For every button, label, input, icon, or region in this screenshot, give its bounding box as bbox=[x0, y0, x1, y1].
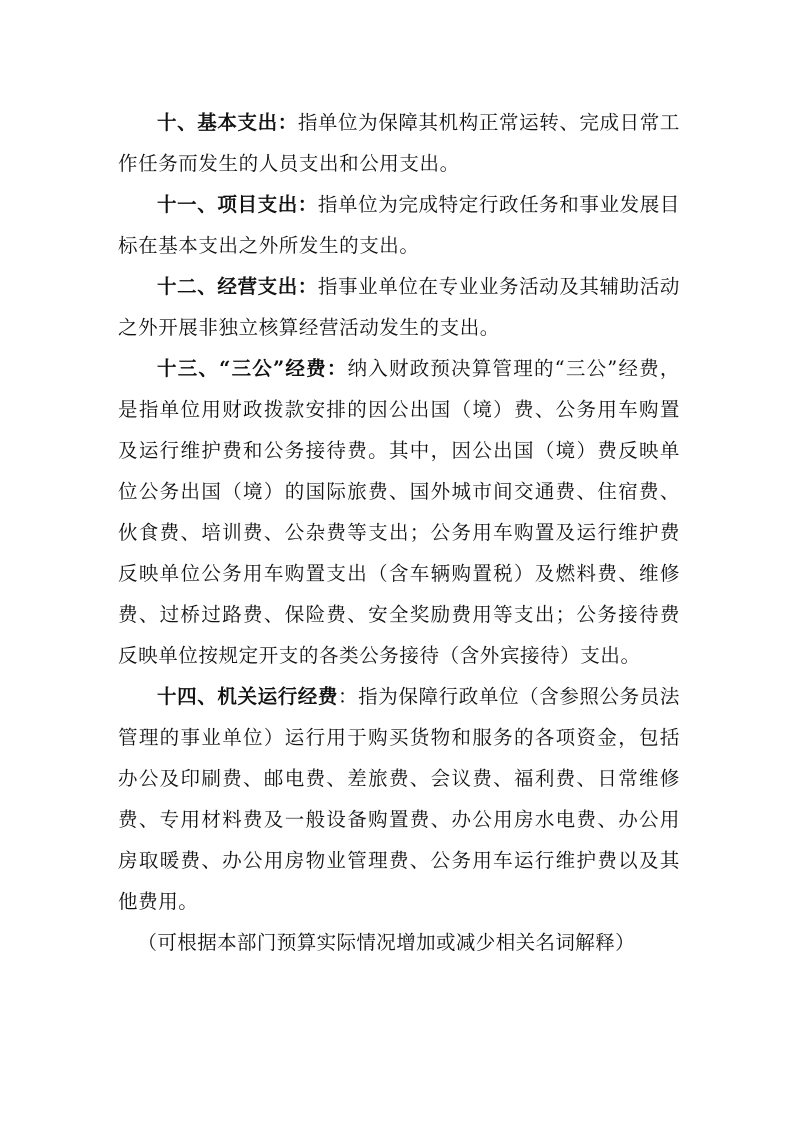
definition-operating-expenditure bbox=[118, 266, 680, 348]
definition-text: 纳入财政预决算管理的“三公”经费，是指单位用财政拨款安排的因公出国（境）费、公务用车购置及运行维护费和公务接待费。其中，因公出国（境）费反映单位公务出国（境）的国际旅费、国外城市间交通费、住宿费、伙食费、培训费、公杂费等支出；公务用车购置及运行维护费反映单位公务用车购置支出（含车辆购置税）及燃料费、维修费、过桥过路费、保险费、安全奖励费用等支出；公务接待费反映单位按规定开支的各类公务接待（含外宾接待）支出。 bbox=[118, 357, 680, 667]
definition-text: 指单位为完成特定行政任务和事业发展目标在基本支出之外所发生的支出。 bbox=[118, 193, 680, 257]
definition-three-public-expenses bbox=[118, 348, 680, 676]
term-three-public-expenses: 十三、“三公”经费： bbox=[157, 357, 348, 380]
term-agency-operating-expenses: 十四、机关运行经费 bbox=[157, 685, 339, 708]
term-operating-expenditure: 十二、经营支出： bbox=[157, 275, 318, 298]
definition-text: 指事业单位在专业业务活动及其辅助活动之外开展非独立核算经营活动发生的支出。 bbox=[118, 275, 680, 339]
definition-text: 指单位为保障其机构正常运转、完成日常工作任务而发生的人员支出和公用支出。 bbox=[118, 111, 680, 175]
definition-project-expenditure bbox=[118, 184, 680, 266]
editorial-note: （可根据本部门预算实际情况增加或减少相关名词解释） bbox=[137, 931, 636, 954]
definition-basic-expenditure bbox=[118, 102, 680, 184]
document-body bbox=[118, 102, 680, 963]
term-project-expenditure: 十一、项目支出： bbox=[157, 193, 318, 216]
definition-text: ：指为保障行政单位（含参照公务员法管理的事业单位）运行用于购买货物和服务的各项资金，包括办公及印刷费、邮电费、差旅费、会议费、福利费、日常维修费、专用材料费及一般设备购置费、办公用房水电费、办公用房取暖费、办公用房物业管理费、公务用车运行维护费以及其他费用。 bbox=[118, 685, 680, 913]
term-basic-expenditure: 十、基本支出： bbox=[157, 111, 298, 134]
definition-agency-operating-expenses bbox=[118, 676, 680, 922]
